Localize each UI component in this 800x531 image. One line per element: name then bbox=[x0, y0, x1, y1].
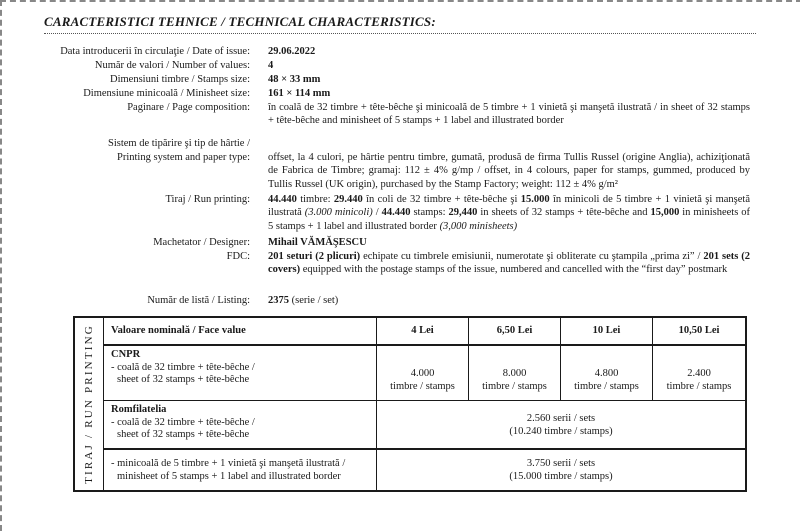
header-value-col: 10 Lei bbox=[592, 325, 621, 336]
spec-value: 48 × 33 mm bbox=[268, 74, 321, 85]
spec-value: Mihail VĂMĂŞESCU bbox=[268, 237, 367, 248]
header-value-col: 6,50 Lei bbox=[496, 325, 533, 336]
table-divider bbox=[103, 448, 745, 450]
spec-value: 44.440 timbre: 29.440 în coli de 32 timbre + tête-bêche şi 15.000 în minicoli de 5 timbre + 1 vinietă şi manşetă ilustrată (3.000 minicoli) / 44.440 stamps: 29,440 in sheets of 32 stamps + tête-bêche and 15,000 in minisheets of 5 stamps + 1 label and illustrated border (3,000 minisheets) bbox=[268, 194, 751, 232]
spec-label: Tiraj / Run printing: bbox=[165, 194, 250, 205]
header-value-col: 10,50 Lei bbox=[678, 325, 720, 336]
spec-value: offset, la 4 culori, pe hârtie pentru timbre, gumată, produsă de firma Tullis Russel (origine Anglia), achiziţionată de Fabrica de Timbre; gramaj: 112 ± 4% g/mp / offset, in 4 colours, paper for stamps, gummed, produced by Tullis Russel (UK origin), purchased by the Stamp Factory; weight: 112 ± 4% g/m² bbox=[268, 152, 750, 190]
spec-value: 201 seturi (2 plicuri) echipate cu timbrele emisiunii, numerotate şi obliterate cu ştampila „prima zi” / 201 sets (2 covers) equipped with the postage stamps of the issue, numbered and cancelled with the “first day” postmark bbox=[268, 251, 750, 276]
heading-divider bbox=[44, 33, 756, 34]
row-cnpr-label: CNPR - coală de 32 timbre + tête-bêche / sheet of 32 stamps + tête-bêche bbox=[111, 349, 255, 385]
row-cnpr-cell: 4.000 timbre / stamps bbox=[390, 368, 455, 392]
header-face-value: Valoare nominală / Face value bbox=[111, 325, 246, 336]
spec-label: Machetator / Designer: bbox=[153, 237, 250, 248]
header-value-col: 4 Lei bbox=[411, 325, 434, 336]
spec-label: Paginare / Page composition: bbox=[127, 102, 250, 113]
spec-label: Printing system and paper type: bbox=[117, 152, 250, 163]
row-romfilatelia-merged: 2.560 serii / sets (10.240 timbre / stamps) bbox=[509, 413, 613, 437]
row-cnpr-cell: 2.400 timbre / stamps bbox=[666, 368, 732, 392]
run-printing-table bbox=[73, 316, 747, 492]
row-romfilatelia-label: Romfilatelia - coală de 32 timbre + tête-bêche / sheet of 32 stamps + tête-bêche bbox=[111, 404, 255, 440]
row-minisheet-merged: 3.750 serii / sets (15.000 timbre / stamps) bbox=[509, 458, 613, 482]
table-divider bbox=[103, 400, 745, 401]
spec-value: 4 bbox=[268, 60, 274, 71]
row-cnpr-cell: 4.800 timbre / stamps bbox=[574, 368, 639, 392]
row-cnpr-cell: 8.000 timbre / stamps bbox=[482, 368, 547, 392]
table-divider bbox=[103, 344, 745, 346]
spec-label: Sistem de tipărire şi tip de hârtie / bbox=[107, 138, 250, 149]
spec-label: Data introducerii în circulaţie / Date of issue: bbox=[60, 46, 250, 57]
spec-label: FDC: bbox=[226, 251, 250, 262]
section-heading: CARACTERISTICI TEHNICE / TECHNICAL CHARACTERISTICS: bbox=[44, 14, 436, 29]
row-minisheet-label: - minicoală de 5 timbre + 1 vinietă şi manşetă ilustrată / minisheet of 5 stamps + 1 label and illustrated border bbox=[111, 458, 346, 482]
spec-value: 29.06.2022 bbox=[268, 46, 316, 57]
spec-label: Număr de valori / Number of values: bbox=[94, 60, 250, 71]
table-side-label: TIRAJ / RUN PRINTING bbox=[75, 318, 104, 490]
spec-value: în coală de 32 timbre + tête-bêche şi minicoală de 5 timbre + 1 vinietă şi manşetă ilustrată / in sheet of 32 stamps + tête-bêche and minisheet of 5 stamps + 1 label and illustrated border bbox=[268, 102, 750, 127]
spec-label: Dimensiuni timbre / Stamps size: bbox=[110, 74, 250, 85]
spec-label: Număr de listă / Listing: bbox=[147, 295, 250, 306]
spec-value: 161 × 114 mm bbox=[268, 88, 331, 99]
spec-label: Dimensiune minicoală / Minisheet size: bbox=[83, 88, 250, 99]
spec-value: 2375 (serie / set) bbox=[268, 295, 339, 306]
